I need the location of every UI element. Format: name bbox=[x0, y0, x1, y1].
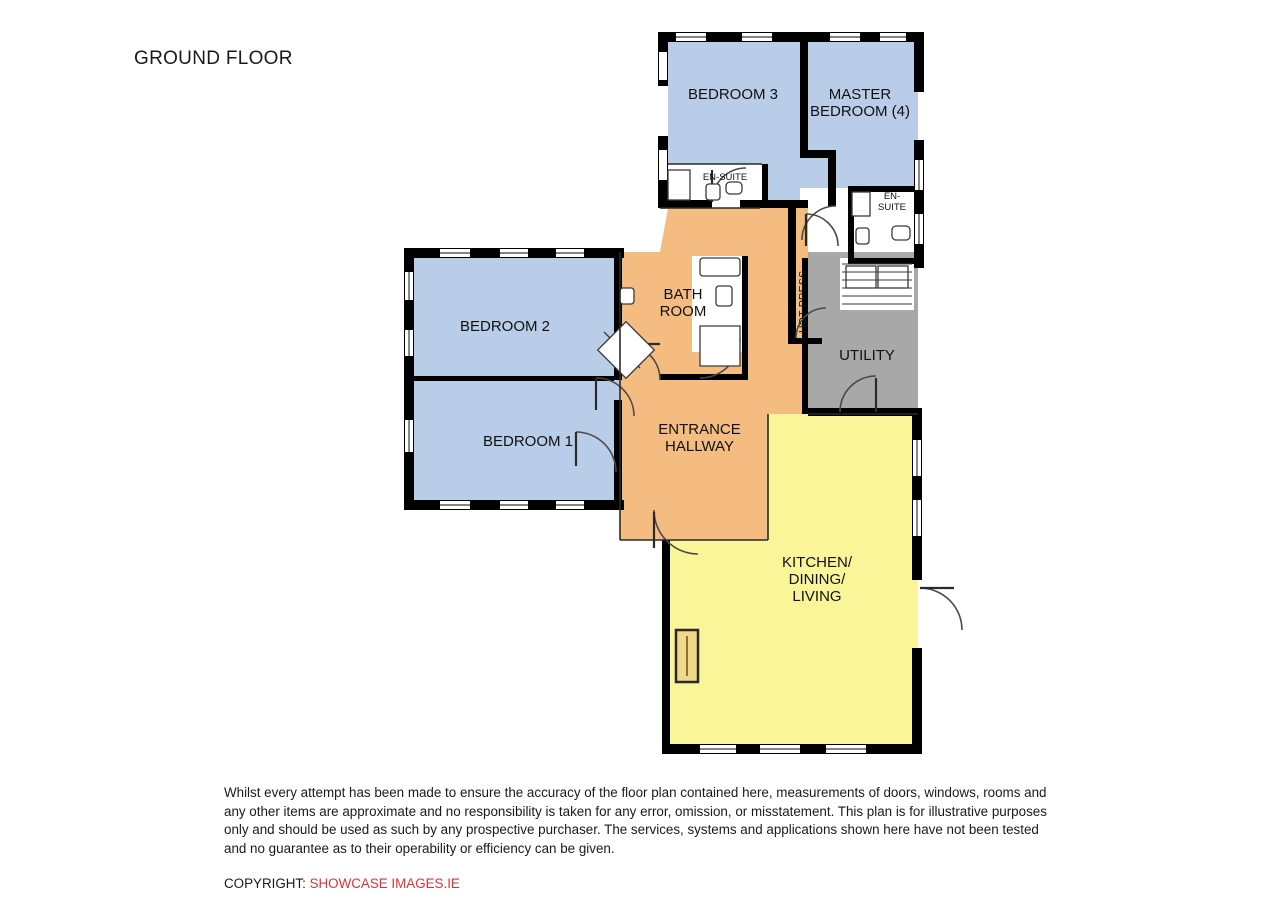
wall-bedroom-divider bbox=[414, 376, 614, 381]
room-label-hot-press: HOT PRESS bbox=[797, 270, 809, 334]
wall-bath-right bbox=[742, 256, 748, 380]
wall-hall-right-lower bbox=[802, 258, 808, 414]
disclaimer-text: Whilst every attempt has been made to ensure the accuracy of the floor plan contained here, measurements of doors, windows, rooms and any other items are approximate and no responsibility is taken for any error, omission, or misstatement. This plan is for illustrative purposes only and should be used as such by any prospective purchaser. The services, systems and applications shown here have not been tested and no guarantee as to their operability or efficiency can be given. bbox=[224, 785, 1047, 856]
wall-hall-right-upper bbox=[788, 208, 796, 258]
utility-unit-2 bbox=[878, 266, 908, 288]
room-label-entrance-hallway: ENTRANCE HALLWAY bbox=[658, 421, 741, 455]
wall-ensuite1-right bbox=[762, 164, 768, 208]
wall-top-right bbox=[914, 32, 924, 92]
shower-tray-ensuite1 bbox=[668, 170, 690, 200]
fill-bedroom-1 bbox=[410, 380, 622, 508]
copyright-line bbox=[224, 876, 460, 891]
room-label-bedroom-1: BEDROOM 1 bbox=[482, 433, 573, 450]
basin-ensuite2 bbox=[892, 226, 910, 240]
room-label-master-bedroom: MASTER BEDROOM (4) bbox=[809, 86, 910, 120]
wc-ensuite1 bbox=[706, 184, 720, 200]
wall-bath-bottom bbox=[660, 374, 746, 380]
room-label-bedroom-3: BEDROOM 3 bbox=[687, 86, 778, 103]
page-title: GROUND FLOOR bbox=[134, 48, 293, 69]
room-label-utility: UTILITY bbox=[839, 347, 895, 364]
wall-hotpress-left bbox=[788, 258, 796, 344]
wall-ensuite1-bottom-b bbox=[740, 200, 808, 208]
shower-tray-ensuite2 bbox=[852, 192, 870, 216]
bathroom-wc bbox=[716, 286, 732, 306]
door-kitchen-side bbox=[920, 588, 962, 630]
room-label-bathroom: BATH ROOM bbox=[659, 286, 707, 320]
wall-ensuite2-top bbox=[848, 186, 914, 192]
wall-ensuite2-bottom bbox=[848, 258, 914, 264]
room-label-en-suite-2: EN- SUITE bbox=[878, 191, 906, 213]
wall-top-right-b bbox=[914, 140, 924, 268]
room-label-kitchen-dining-living: KITCHEN/ DINING/ LIVING bbox=[781, 554, 852, 605]
bath-tub bbox=[700, 258, 740, 276]
utility-unit-1 bbox=[846, 266, 876, 288]
wall-partition-bedroom3 bbox=[800, 38, 808, 152]
fill-master-bedroom bbox=[800, 38, 918, 188]
room-label-en-suite-1: EN-SUITE bbox=[702, 172, 748, 183]
wall-kitchen-right-b bbox=[912, 648, 922, 754]
wall-master-low-v bbox=[828, 150, 836, 206]
wc-ensuite2 bbox=[856, 228, 869, 244]
copyright-brand: SHOWCASE IMAGES.IE bbox=[309, 876, 460, 891]
door-master-2 bbox=[806, 214, 838, 246]
basin-ensuite1 bbox=[726, 182, 742, 194]
shower-cubicle bbox=[700, 326, 740, 366]
bathroom-basin bbox=[620, 288, 634, 304]
copyright-prefix: COPYRIGHT: bbox=[224, 876, 310, 891]
wall-kitchen-left bbox=[662, 540, 670, 754]
room-label-bedroom-2: BEDROOM 2 bbox=[459, 318, 550, 335]
wall-ensuite1-bottom bbox=[658, 200, 712, 208]
wall-kitchen-right bbox=[912, 414, 922, 580]
fill-bedroom-2 bbox=[410, 252, 622, 380]
